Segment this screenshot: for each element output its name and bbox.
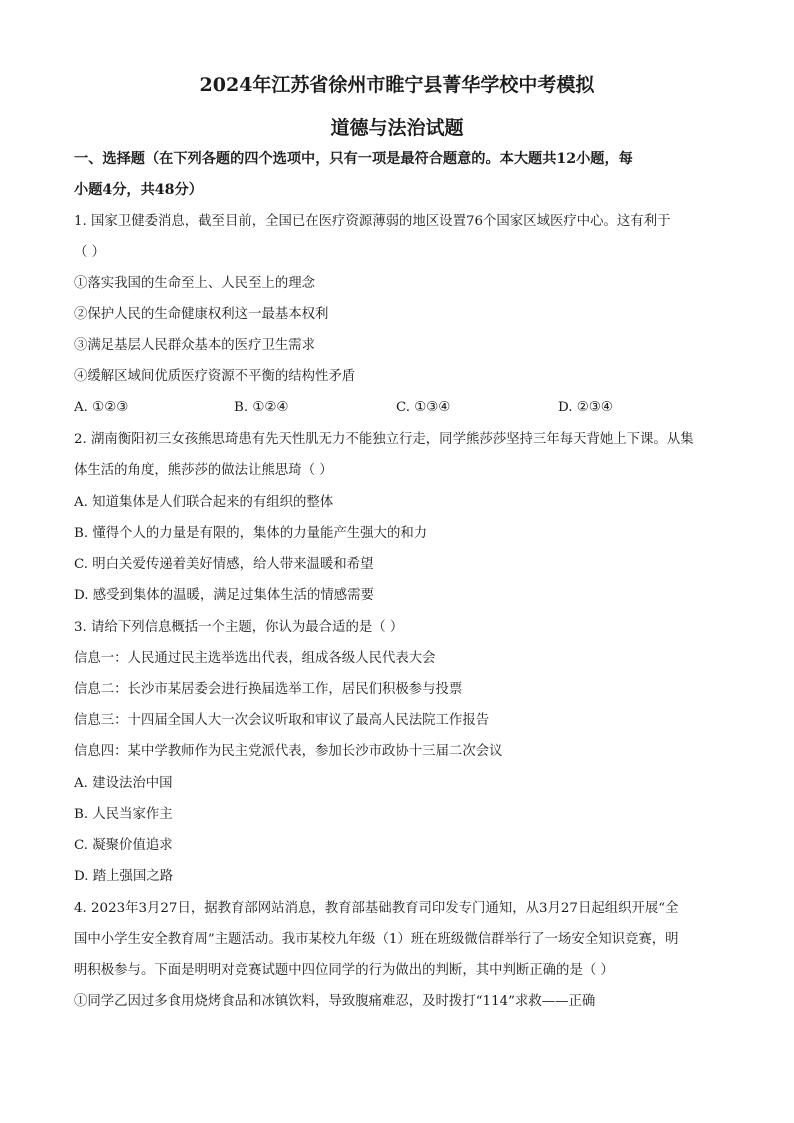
q1-option-d: D. ②③④ (558, 400, 613, 415)
q1-stem-line2: （ ） (74, 245, 106, 260)
q1-option-b: B. ①②④ (234, 400, 289, 415)
q3-stem: 3. 请给下列信息概括一个主题，你认为最合适的是（ ） (74, 620, 404, 635)
q1-statement-3: ③满足基层人民群众基本的医疗卫生需求 (74, 338, 316, 353)
q1-statement-2: ②保护人民的生命健康权利这一最基本权利 (74, 307, 329, 322)
q3-option-c: C. 凝聚价值追求 (74, 838, 173, 853)
q2-option-d: D. 感受到集体的温暖，满足过集体生活的情感需要 (74, 588, 374, 603)
exam-subject-title: 道德与法治试题 (330, 117, 464, 139)
q4-stem-line3: 明积极参与。下面是明明对竞赛试题中四位同学的行为做出的判断，其中判断正确的是（ ） (74, 963, 614, 978)
q1-option-a: A. ①②③ (74, 400, 129, 415)
q3-info-2: 信息二：长沙市某居委会进行换届选举工作，居民们积极参与投票 (74, 682, 463, 697)
q3-option-d: D. 踏上强国之路 (74, 869, 174, 884)
q3-option-b: B. 人民当家作主 (74, 807, 173, 822)
section-heading-line1: 一、选择题（在下列各题的四个选项中，只有一项是最符合题意的。本大题共12小题，每 (74, 151, 633, 167)
q3-info-1: 信息一：人民通过民主选举选出代表，组成各级人民代表大会 (74, 651, 436, 666)
q2-stem-line1: 2. 湖南衡阳初三女孩熊思琦患有先天性肌无力不能独立行走，同学熊莎莎坚持三年每天背她上下课。从集 (74, 432, 694, 447)
q2-option-c: C. 明白关爱传递着美好情感，给人带来温暖和希望 (74, 557, 374, 572)
q1-stem-line1: 1. 国家卫健委消息，截至目前，全国已在医疗资源薄弱的地区设置76个国家区域医疗中心。这有利于 (74, 214, 671, 229)
q3-info-4: 信息四：某中学教师作为民主党派代表，参加长沙市政协十三届二次会议 (74, 744, 503, 759)
q2-option-b: B. 懂得个人的力量是有限的，集体的力量能产生强大的和力 (74, 526, 428, 541)
q3-option-a: A. 建设法治中国 (74, 776, 173, 791)
q2-stem-line2: 体生活的角度，熊莎莎的做法让熊思琦（ ） (74, 463, 333, 478)
section-heading-line2: 小题4分，共48分） (74, 182, 203, 198)
exam-title: 2024年江苏省徐州市睢宁县菁华学校中考模拟 (199, 74, 595, 96)
q4-stem-line2: 国中小学生安全教育周”主题活动。我市某校九年级（1）班在班级微信群举行了一场安全知识竞赛，明 (74, 932, 679, 947)
q2-option-a: A. 知道集体是人们联合起来的有组织的整体 (74, 495, 334, 510)
q1-option-c: C. ①③④ (396, 400, 451, 415)
q3-info-3: 信息三：十四届全国人大一次会议听取和审议了最高人民法院工作报告 (74, 713, 490, 728)
q1-statement-1: ①落实我国的生命至上、人民至上的理念 (74, 276, 316, 291)
q4-stem-line1: 4. 2023年3月27日，据教育部网站消息，教育部基础教育司印发专门通知，从3月27日起组织开展“全 (74, 901, 679, 916)
q4-statement-1: ①同学乙因过多食用烧烤食品和冰镇饮料，导致腹痛难忍，及时拨打“114”求救——正确 (74, 994, 596, 1009)
q1-statement-4: ④缓解区域间优质医疗资源不平衡的结构性矛盾 (74, 369, 356, 384)
